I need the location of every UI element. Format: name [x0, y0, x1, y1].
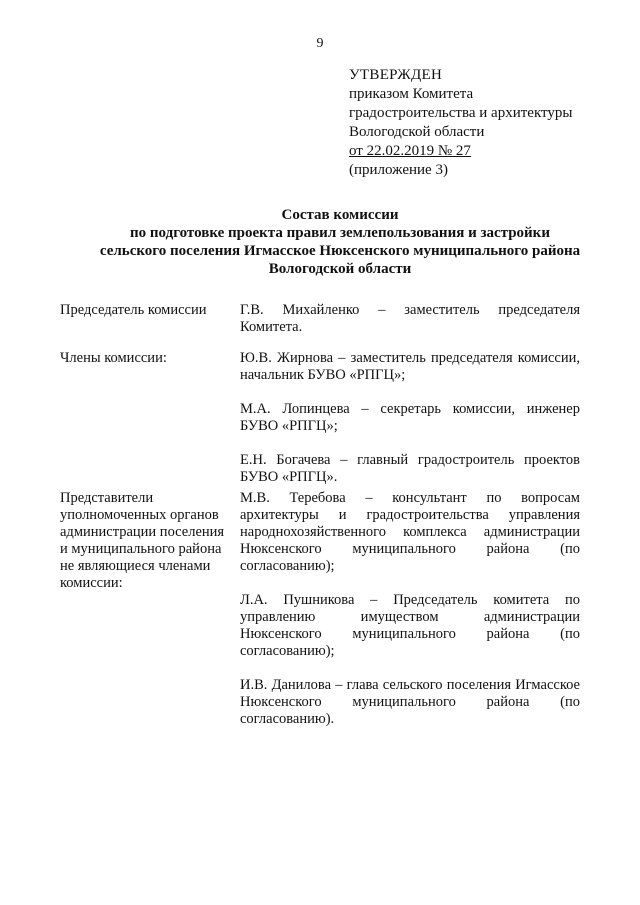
- approval-date-number: от 22.02.2019 № 27: [349, 143, 471, 159]
- title-line: Состав комиссии: [281, 207, 399, 223]
- approval-appendix: (приложение 3): [349, 162, 448, 178]
- approval-heading: УТВЕРЖДЕН: [349, 67, 443, 83]
- approval-line: Вологодской области: [349, 124, 485, 140]
- title-line: Вологодской области: [268, 261, 412, 277]
- member-entry: М.В. Теребова – консультант по вопросам архитектуры и градостроительства управления народнохозяйственного комплекса администрации Нюксенского муниципального района (по согласованию);: [240, 490, 580, 574]
- approval-line: приказом Комитета: [349, 86, 474, 102]
- member-entry: Ю.В. Жирнова – заместитель председателя комиссии, начальник БУВО «РПГЦ»;: [240, 350, 580, 383]
- member-list: [240, 350, 580, 486]
- member-entry: М.А. Лопинцева – секретарь комиссии, инженер БУВО «РПГЦ»;: [240, 401, 580, 434]
- title-line: по подготовке проекта правил землепользования и застройки: [130, 225, 550, 241]
- title-line: сельского поселения Игмасское Нюксенского муниципального района: [99, 243, 581, 259]
- member-entry: Е.Н. Богачева – главный градостроитель проектов БУВО «РПГЦ».: [240, 452, 580, 485]
- member-entry: И.В. Данилова – глава сельского поселения Игмасское Нюксенского муниципального района (по согласованию).: [240, 677, 580, 727]
- page-number: 9: [316, 36, 324, 51]
- member-list: [240, 490, 580, 728]
- approval-line: градостроительства и архитектуры: [349, 105, 573, 121]
- document-title: [40, 206, 640, 278]
- approval-stamp: [349, 66, 572, 180]
- role-label: Представители уполномоченных органов администрации поселения и муниципального района не являющиеся членами комиссии:: [60, 490, 225, 591]
- role-label: Председатель комиссии: [60, 302, 207, 318]
- member-entry: Г.В. Михайленко – заместитель председателя Комитета.: [240, 302, 580, 335]
- member-entry: Л.А. Пушникова – Председатель комитета по управлению имуществом администрации Нюксенского муниципального района (по согласованию);: [240, 592, 580, 659]
- member-list: [240, 302, 580, 336]
- role-label: Члены комиссии:: [60, 350, 167, 366]
